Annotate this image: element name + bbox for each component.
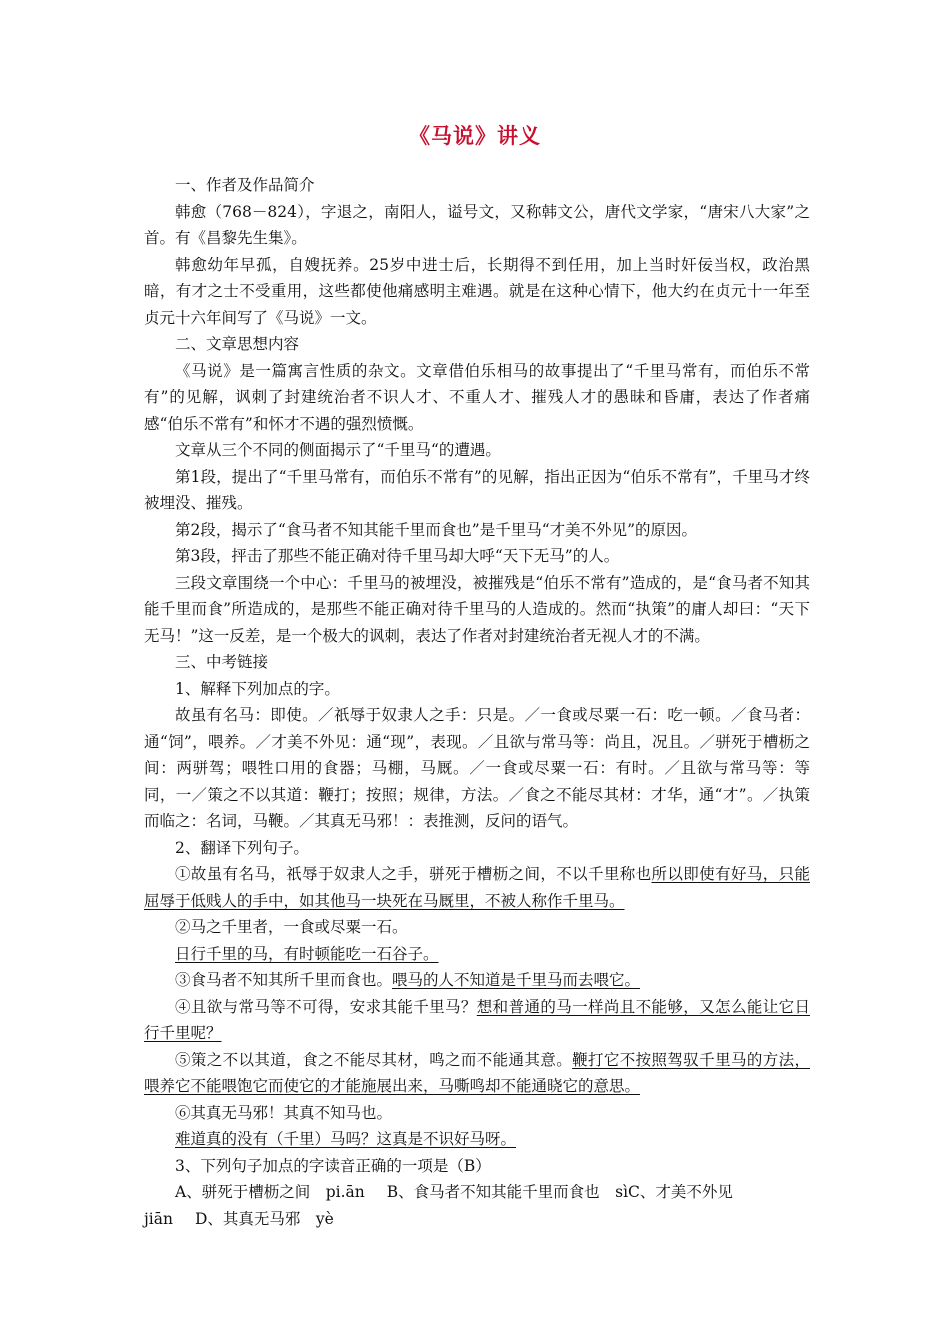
translation-answer: 喂马的人不知道是千里马而去喂它。 [392, 971, 641, 989]
paragraph: 第3段，抨击了那些不能正确对待千里马却大呼“天下无马”的人。 [175, 547, 620, 565]
translation-item [144, 994, 810, 1047]
translation-item [144, 914, 810, 941]
source-sentence: ④且欲与常马等不可得，安求其能千里马？ [175, 997, 477, 1016]
option-c-pinyin: jiān [144, 1209, 173, 1228]
source-sentence: ②马之千里者，一食或尽粟一石。 [175, 918, 408, 936]
options-line-2 [144, 1206, 810, 1233]
paragraph: 韩愈幼年早孤，自嫂抚养。25岁中进士后，长期得不到任用，加上当时奸佞当权，政治黑暗，有才之士不受重用，这些都使他痛感明主难遇。就是在这种心情下，他大约在贞元十一年至贞元十六年间写了《马说》一文。 [144, 255, 810, 327]
option-b: B、食马者不知其能千里而食也 sìC、才美不外见 [386, 1183, 733, 1201]
translation-item [144, 967, 810, 994]
section-heading: 二、文章思想内容 [175, 335, 300, 353]
options-line [144, 1179, 810, 1206]
translation-answer: 鞭打它不按照驾驭千里马的方法，喂养它不能喂饱它而使它的才能施展出来，马嘶鸣却不能通晓它的意思。 [144, 1050, 810, 1095]
translation-answer: 日行千里的马，有时顿能吃一石谷子。 [175, 944, 439, 963]
section-heading: 一、作者及作品简介 [175, 176, 315, 194]
option-a: A、骈死于槽枥之间 pi.ān [175, 1183, 365, 1201]
translation-item [144, 1126, 810, 1153]
paragraph: 故虽有名马：即使。／祇辱于奴隶人之手：只是。／一食或尽粟一石：吃一顿。／食马者：通“饲”，喂养。／才美不外见：通“现”，表现。／且欲与常马等：尚且，况且。／骈死于槽枥之间：两骈驾；喂牲口用的食器；马棚，马厩。／一食或尽粟一石：有时。／且欲与常马等：等同，一／策之不以其道：鞭打；按照；规律，方法。／食之不能尽其材：才华，通“才”。／执策而临之：名词，马鞭。／其真无马邪！：表推测，反问的语气。 [144, 706, 810, 830]
paragraph: 文章从三个不同的侧面揭示了“千里马“的遭遇。 [175, 441, 501, 459]
source-sentence: ⑤策之不以其道，食之不能尽其材，鸣之而不能通其意。 [175, 1050, 573, 1069]
paragraph: 韩愈（768－824），字退之，南阳人，谥号文，又称韩文公，唐代文学家，“唐宋八大家”之首。有《昌黎先生集》。 [144, 202, 810, 247]
translation-item [144, 941, 810, 968]
source-sentence: ③食马者不知其所千里而食也。 [175, 971, 393, 989]
source-sentence: ①故虽有名马，祇辱于奴隶人之手，骈死于槽枥之间，不以千里称也 [175, 865, 652, 883]
question-heading: 2、翻译下列句子。 [175, 838, 309, 857]
source-sentence: ⑥其真无马邪！其真不知马也。 [175, 1103, 393, 1122]
translation-answer: 难道真的没有（千里）马吗？这真是不识好马呀。 [175, 1130, 517, 1148]
document-body [144, 172, 810, 1232]
paragraph: 三段文章围绕一个中心：千里马的被埋没，被摧残是“伯乐不常有”造成的，是“食马者不知其能千里而食”所造成的，是那些不能正确对待千里马的人造成的。然而“执策”的庸人却曰：“天下无马！”这一反差，是一个极大的讽刺，表达了作者对封建统治者无视人才的不满。 [144, 573, 810, 645]
page-title: 《马说》讲义 [409, 124, 541, 148]
translation-item [144, 861, 810, 914]
paragraph: 第1段，提出了“千里马常有，而伯乐不常有”的见解，指出正因为“伯乐不常有”，千里马才终被埋没、摧残。 [144, 467, 810, 512]
question-heading: 3、下列句子加点的字读音正确的一项是（B） [175, 1156, 491, 1175]
section-heading: 三、中考链接 [175, 653, 269, 671]
translation-item [144, 1047, 810, 1100]
translation-answer: 想和普通的马一样尚且不能够，又怎么能让它日行千里呢？ [144, 997, 810, 1042]
option-d: D、其真无马邪 yè [195, 1209, 334, 1228]
question-heading: 1、解释下列加点的字。 [175, 679, 340, 698]
paragraph: 第2段，揭示了“食马者不知其能千里而食也”是千里马“才美不外见”的原因。 [175, 520, 698, 539]
translation-item [144, 1100, 810, 1127]
paragraph: 《马说》是一篇寓言性质的杂文。文章借伯乐相马的故事提出了“千里马常有，而伯乐不常有”的见解，讽刺了封建统治者不识人才、不重人才、摧残人才的愚昧和昏庸，表达了作者痛感“伯乐不常有”和怀才不遇的强烈愤慨。 [144, 361, 810, 433]
translation-answer: 所以即使有好马，只能屈辱于低贱人的手中，如其他马一块死在马厩里，不被人称作千里马。 [144, 865, 810, 910]
